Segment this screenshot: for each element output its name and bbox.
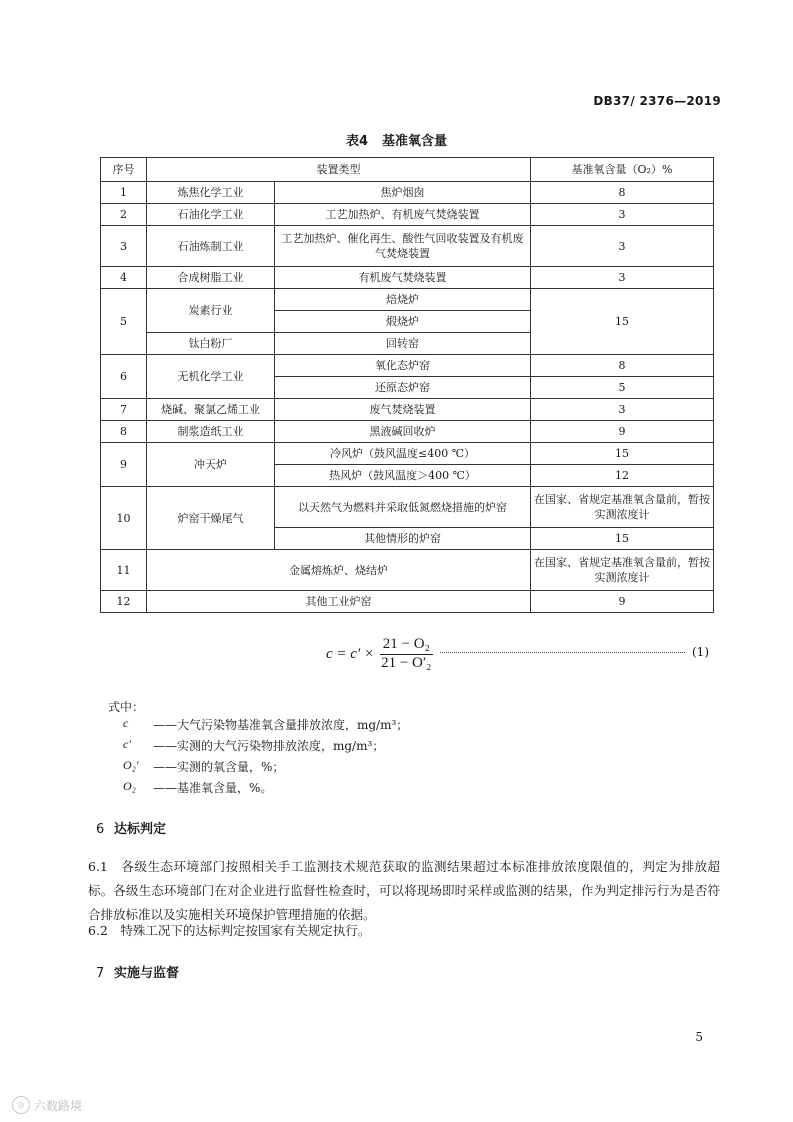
page-number: 5	[695, 1030, 703, 1044]
device-cell: 冷风炉（鼓风温度≤400 ℃）	[275, 443, 531, 465]
formula-numerator: 21 − O₂	[380, 636, 433, 655]
table-row	[101, 550, 714, 591]
industry-cell: 石油化学工业	[147, 204, 275, 226]
table-number: 表4	[345, 134, 369, 149]
row-number: 2	[101, 204, 147, 226]
header-type: 装置类型	[147, 158, 531, 182]
formula	[326, 636, 434, 672]
device-cell: 废气焚烧装置	[275, 399, 531, 421]
symbol: O₂	[123, 779, 136, 793]
leader-dots	[440, 651, 685, 653]
device-cell: 金属熔炼炉、烧结炉	[147, 550, 531, 591]
oxygen-content-table	[100, 157, 714, 613]
o2-cell: 3	[531, 399, 714, 421]
industry-cell: 钛白粉厂	[147, 333, 275, 355]
table-row	[101, 226, 714, 267]
device-cell: 热风炉（鼓风温度＞400 ℃）	[275, 465, 531, 487]
symbol: c′	[123, 737, 131, 751]
section-title: 实施与监督	[114, 966, 180, 981]
table-row	[101, 443, 714, 465]
watermark-logo-icon: ◎	[12, 1096, 30, 1114]
device-cell: 回转窑	[275, 333, 531, 355]
row-number: 5	[101, 289, 147, 355]
paragraph-6-1: 6.1 各级生态环境部门按照相关手工监测技术规范获取的监测结果超过本标准排放浓度限值的，判定为排放超标。各级生态环境部门在对企业进行监督性检查时，可以将现场即时采样或监测的结果，作为判定排污行为是否符合排放标准以及实施相关环境保护管理措施的依据。	[88, 859, 720, 922]
definition-text: ——大气污染物基准氧含量排放浓度，mg/m³；	[153, 718, 409, 732]
table-row	[101, 182, 714, 204]
industry-cell: 烧碱、聚氯乙烯工业	[147, 399, 275, 421]
definition-text: ——实测的大气污染物排放浓度，mg/m³；	[153, 739, 385, 753]
section-number: 7	[96, 966, 105, 981]
table-row	[101, 399, 714, 421]
table-row	[101, 267, 714, 289]
row-number: 3	[101, 226, 147, 267]
row-number: 11	[101, 550, 147, 591]
formula-denominator: 21 − O′₂	[381, 655, 432, 671]
watermark-text: 六数路境	[34, 1098, 83, 1113]
table-row	[101, 204, 714, 226]
row-number: 10	[101, 487, 147, 550]
o2-cell: 3	[531, 267, 714, 289]
o2-cell: 15	[531, 528, 714, 550]
row-number: 4	[101, 267, 147, 289]
table-row	[101, 487, 714, 528]
o2-cell: 在国家、省规定基准氧含量前，暂按实测浓度计	[531, 487, 714, 528]
industry-cell: 炼焦化学工业	[147, 182, 275, 204]
o2-cell: 15	[531, 289, 714, 355]
row-number: 8	[101, 421, 147, 443]
equation-number: (1)	[692, 645, 709, 659]
o2-cell: 在国家、省规定基准氧含量前，暂按实测浓度计	[531, 550, 714, 591]
device-cell: 其他情形的炉窑	[275, 528, 531, 550]
o2-cell: 3	[531, 226, 714, 267]
row-number: 12	[101, 591, 147, 613]
definition-row	[123, 716, 408, 737]
symbol: O₂′	[123, 758, 139, 772]
watermark	[12, 1096, 82, 1114]
industry-cell: 石油炼制工业	[147, 226, 275, 267]
device-cell: 工艺加热炉、催化再生、酸性气回收装置及有机废气焚烧装置	[275, 226, 531, 267]
formula-fraction	[378, 636, 434, 672]
row-number: 1	[101, 182, 147, 204]
table-title	[0, 130, 793, 149]
section-7-heading	[96, 962, 179, 981]
device-cell: 氧化态炉窑	[275, 355, 531, 377]
industry-cell: 炭素行业	[147, 289, 275, 333]
formula-lhs: c = c′ ×	[326, 645, 375, 662]
symbol: c	[123, 716, 129, 730]
device-cell: 煅烧炉	[275, 311, 531, 333]
symbol-definitions	[123, 716, 408, 800]
device-cell: 工艺加热炉、有机废气焚烧装置	[275, 204, 531, 226]
table-row	[101, 289, 714, 311]
device-cell: 黑液碱回收炉	[275, 421, 531, 443]
section-title: 达标判定	[114, 822, 167, 837]
industry-cell: 合成树脂工业	[147, 267, 275, 289]
device-cell: 焦炉烟囱	[275, 182, 531, 204]
definition-text: ——实测的氧含量，%；	[153, 760, 285, 774]
table-row	[101, 355, 714, 377]
definition-row	[123, 758, 408, 779]
standard-code: DB37/ 2376—2019	[593, 94, 721, 108]
definition-text: ——基准氧含量，%。	[153, 781, 273, 795]
o2-cell: 9	[531, 591, 714, 613]
o2-cell: 8	[531, 182, 714, 204]
o2-cell: 12	[531, 465, 714, 487]
section-6-heading	[96, 818, 166, 837]
table-title-text: 基准氧含量	[382, 134, 448, 149]
device-cell: 以天然气为燃料并采取低氮燃烧措施的炉窑	[275, 487, 531, 528]
industry-cell: 无机化学工业	[147, 355, 275, 399]
o2-cell: 3	[531, 204, 714, 226]
device-cell: 有机废气焚烧装置	[275, 267, 531, 289]
row-number: 6	[101, 355, 147, 399]
table-row	[101, 591, 714, 613]
header-seq: 序号	[101, 158, 147, 182]
o2-cell: 8	[531, 355, 714, 377]
device-cell: 焙烧炉	[275, 289, 531, 311]
industry-cell: 冲天炉	[147, 443, 275, 487]
industry-cell: 炉窑干燥尾气	[147, 487, 275, 550]
device-cell: 还原态炉窑	[275, 377, 531, 399]
o2-cell: 15	[531, 443, 714, 465]
where-label: 式中：	[108, 700, 145, 714]
industry-cell: 制浆造纸工业	[147, 421, 275, 443]
header-o2: 基准氧含量（O₂）%	[531, 158, 714, 182]
row-number: 7	[101, 399, 147, 421]
o2-cell: 5	[531, 377, 714, 399]
section-number: 6	[96, 822, 105, 837]
table-row	[101, 421, 714, 443]
o2-cell: 9	[531, 421, 714, 443]
definition-row	[123, 779, 408, 800]
device-cell: 其他工业炉窑	[147, 591, 531, 613]
definition-row	[123, 737, 408, 758]
paragraph-6-2: 6.2 特殊工况下的达标判定按国家有关规定执行。	[88, 923, 371, 938]
row-number: 9	[101, 443, 147, 487]
